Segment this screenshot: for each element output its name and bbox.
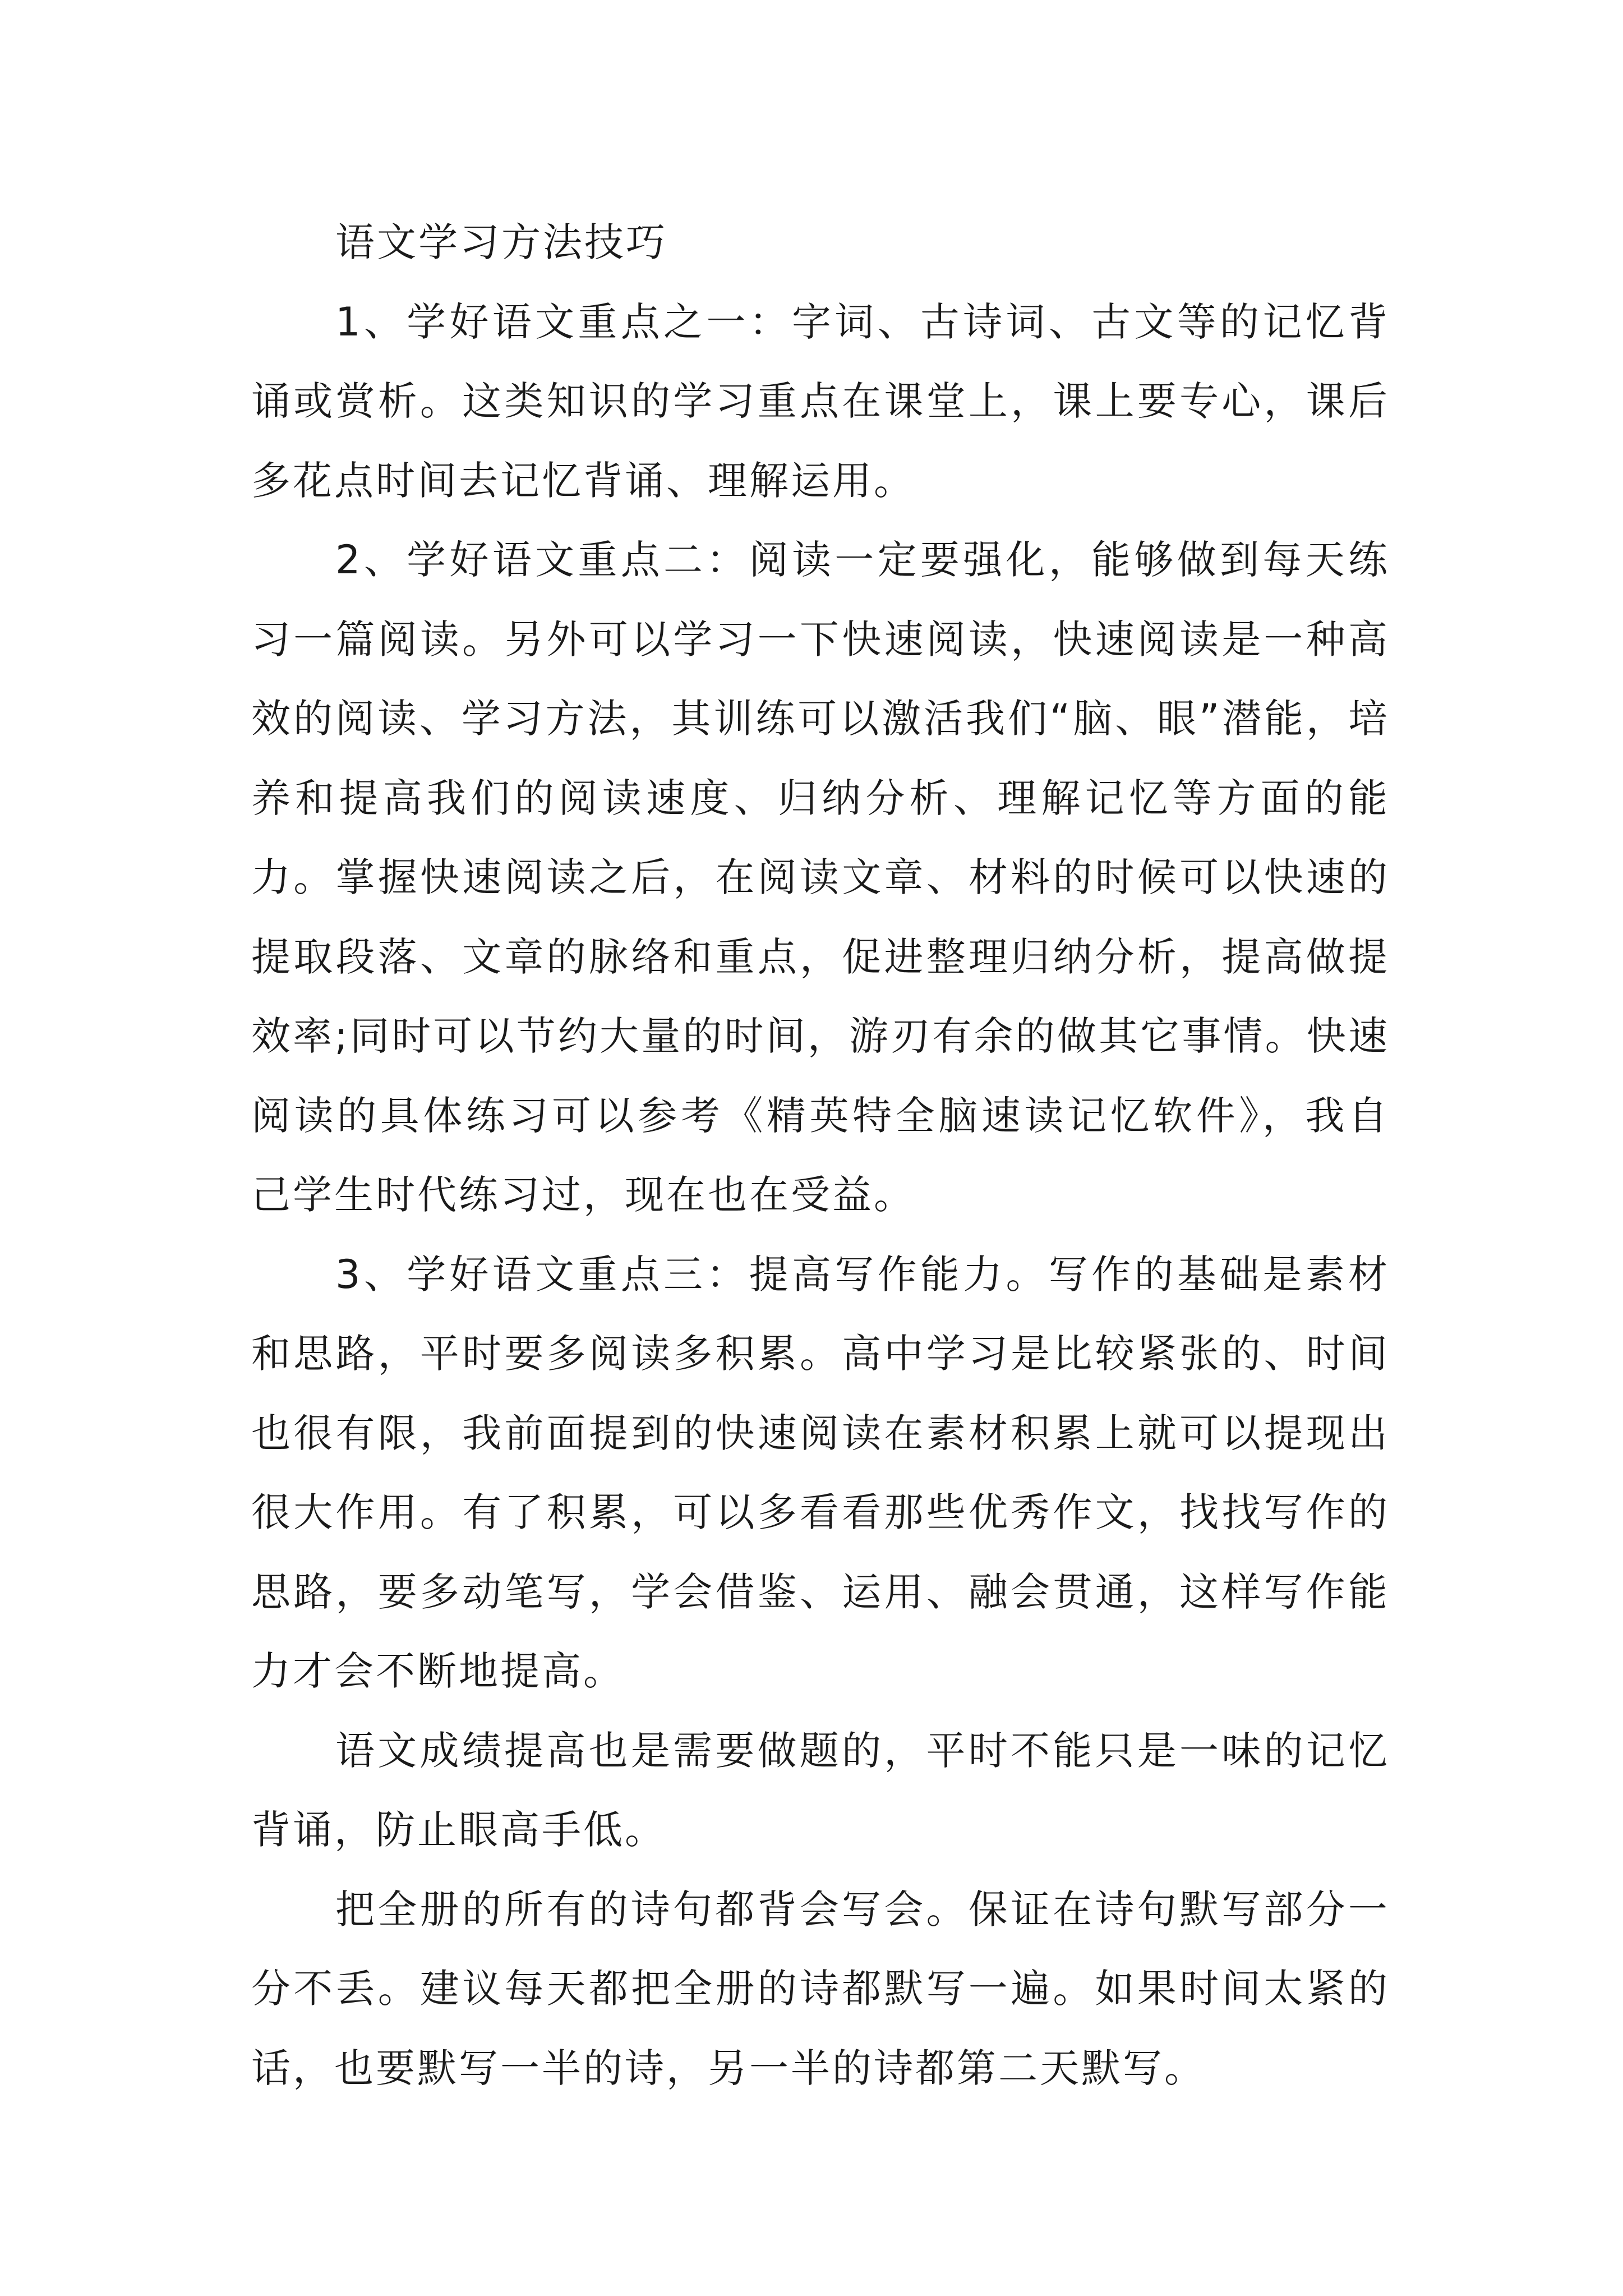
document-title: 语文学习方法技巧 bbox=[335, 219, 667, 265]
paragraph-2: 2、学好语文重点二：阅读一定要强化，能够做到每天练习一篇阅读。另外可以学习一下快速阅读，快速阅读是一种高效的阅读、学习方法，其训练可以激活我们“脑、眼”潜能，培养和提高我们的阅读速度、归纳分析、理解记忆等方面的能力。掌握快速阅读之后，在阅读文章、材料的时候可以快速的提取段落、文章的脉络和重点，促进整理归纳分析，提高做提效率;同时可以节约大量的时间，游刃有余的做其它事情。快速阅读的具体练习可以参考《精英特全脑速读记忆软件》，我自己学生时代练习过，现在也在受益。 bbox=[251, 537, 1390, 1218]
document-body bbox=[251, 203, 1390, 2108]
paragraph-1: 1、学好语文重点之一：字词、古诗词、古文等的记忆背诵或赏析。这类知识的学习重点在课堂上，课上要专心，课后多花点时间去记忆背诵、理解运用。 bbox=[251, 298, 1390, 504]
paragraph-3: 3、学好语文重点三：提高写作能力。写作的基础是素材和思路，平时要多阅读多积累。高中学习是比较紧张的、时间也很有限，我前面提到的快速阅读在素材积累上就可以提现出很大作用。有了积累，可以多看看那些优秀作文，找找写作的思路，要多动笔写，学会借鉴、运用、融会贯通，这样写作能力才会不断地提高。 bbox=[251, 1251, 1390, 1694]
paragraph-4: 语文成绩提高也是需要做题的，平时不能只是一味的记忆背诵，防止眼高手低。 bbox=[251, 1727, 1390, 1853]
paragraph-5: 把全册的所有的诗句都背会写会。保证在诗句默写部分一分不丢。建议每天都把全册的诗都默写一遍。如果时间太紧的话，也要默写一半的诗，另一半的诗都第二天默写。 bbox=[251, 1886, 1390, 2091]
